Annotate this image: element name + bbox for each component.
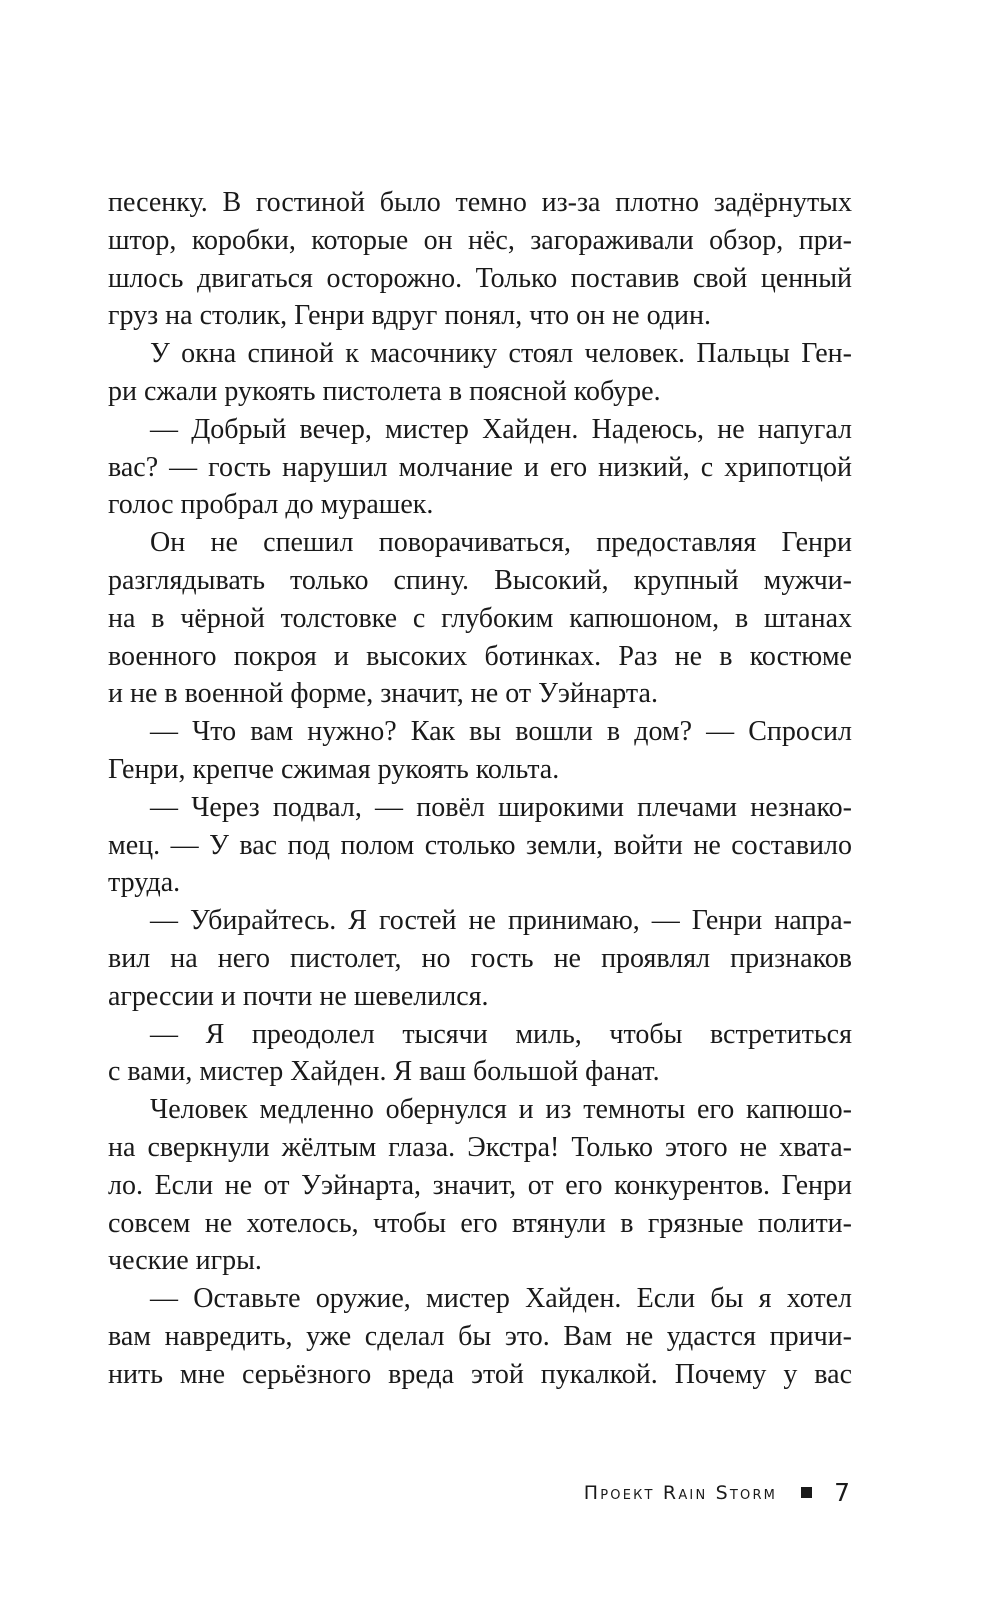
text-line: вас? — гость нарушил молчание и его низкий, с хрипотцой <box>108 451 852 483</box>
body-text <box>108 184 852 1394</box>
text-line: песенку. В гостиной было темно из-за плотно задёрнутых <box>108 187 852 218</box>
text-line: мец. — У вас под полом столько земли, войти не составило <box>108 829 852 861</box>
text-line: ри сжали рукоять пистолета в поясной кобуре. <box>108 375 661 407</box>
running-title: Проект Rain Storm <box>583 1481 778 1504</box>
text-line: шлось двигаться осторожно. Только поставив свой ценный <box>108 262 852 294</box>
text-line: — Добрый вечер, мистер Хайден. Надеюсь, не напугал <box>150 413 852 445</box>
text-line: штор, коробки, которые он нёс, загораживали обзор, при- <box>108 224 852 256</box>
text-line: Человек медленно обернулся и из темноты его капюшо- <box>150 1094 852 1126</box>
text-line: груз на столик, Генри вдруг понял, что он не один. <box>108 300 711 332</box>
text-line: У окна спиной к масочнику стоял человек. Пальцы Ген- <box>150 338 852 370</box>
text-line: ческие игры. <box>108 1245 262 1277</box>
text-line: — Что вам нужно? Как вы вошли в дом? — Спросил <box>150 716 852 748</box>
text-line: нить мне серьёзного вреда этой пукалкой. Почему у вас <box>108 1358 852 1390</box>
page-number: 7 <box>834 1478 850 1507</box>
text-line: голос пробрал до мурашек. <box>108 489 434 521</box>
page-footer <box>584 1478 850 1507</box>
text-line: труда. <box>108 867 181 899</box>
text-line: — Через подвал, — повёл широкими плечами незнако- <box>150 791 852 823</box>
text-line: военного покроя и высоких ботинках. Раз не в костюме <box>108 640 852 672</box>
text-line: разглядывать только спину. Высокий, крупный мужчи- <box>108 564 852 596</box>
square-separator-icon <box>801 1487 812 1498</box>
text-line: Он не спешил поворачиваться, предоставляя Генри <box>150 527 852 559</box>
text-line: на сверкнули жёлтым глаза. Экстра! Только этого не хвата- <box>108 1131 852 1163</box>
text-line: — Убирайтесь. Я гостей не принимаю, — Генри напра- <box>150 905 852 937</box>
text-line: вам навредить, уже сделал бы это. Вам не удастся причи- <box>108 1320 852 1352</box>
text-line: — Я преодолел тысячи миль, чтобы встретиться <box>150 1018 852 1050</box>
text-line: — Оставьте оружие, мистер Хайден. Если бы я хотел <box>150 1283 852 1315</box>
text-line: агрессии и почти не шевелился. <box>108 980 489 1012</box>
text-line: с вами, мистер Хайден. Я ваш большой фанат. <box>108 1056 660 1088</box>
text-line: вил на него пистолет, но гость не проявлял признаков <box>108 942 852 974</box>
text-line: ло. Если не от Уэйнарта, значит, от его конкурентов. Генри <box>108 1169 852 1201</box>
text-line: совсем не хотелось, чтобы его втянули в грязные полити- <box>108 1207 852 1239</box>
text-line: Генри, крепче сжимая рукоять кольта. <box>108 753 560 785</box>
text-line: на в чёрной толстовке с глубоким капюшоном, в штанах <box>108 602 852 634</box>
text-line: и не в военной форме, значит, не от Уэйнарта. <box>108 678 658 710</box>
